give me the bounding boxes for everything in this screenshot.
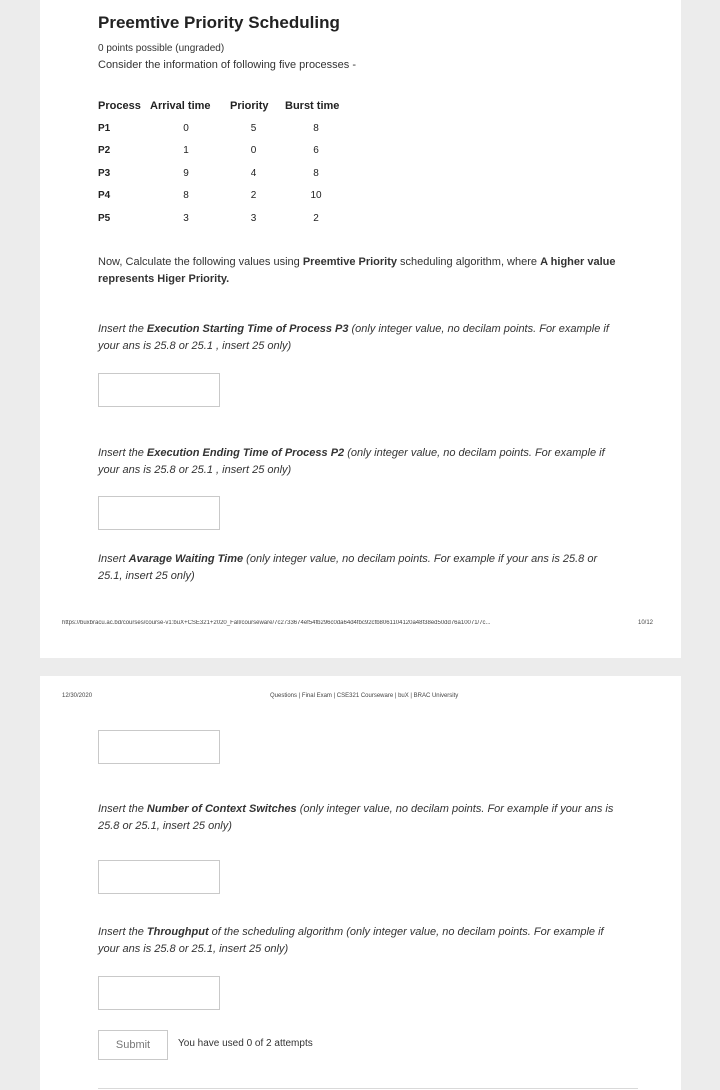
priority: 4 — [250, 167, 257, 179]
intro-text: Consider the information of following five processes - — [98, 59, 357, 71]
page-number: 10/12 — [638, 620, 654, 626]
burst-time: 2 — [313, 212, 319, 224]
arrival-time: 8 — [183, 190, 189, 202]
priority: 2 — [250, 190, 257, 202]
question-context-switches: Insert the Number of Context Switches (only integer value, no decilam points. For example if your ans is 25.8 or 25.1, insert 25 only) — [98, 803, 614, 832]
page-header-date: 12/30/2020 — [62, 693, 93, 699]
page-header-title: Questions | Final Exam | CSE321 Courseware | buX | BRAC University — [270, 693, 459, 699]
points-label: 0 points possible (ungraded) — [98, 43, 225, 54]
process-name: P2 — [98, 145, 111, 157]
process-table — [94, 95, 351, 230]
context-switches-input[interactable] — [98, 860, 220, 894]
process-name: P4 — [98, 190, 111, 202]
process-name: P1 — [98, 122, 111, 134]
burst-time: 8 — [313, 167, 319, 179]
submit-button[interactable]: Submit — [98, 1030, 168, 1060]
question-throughput: Insert the Throughput of the scheduling algorithm (only integer value, no decilam points. For example if your ans is 25.8 or 25.1, insert 25 only) — [98, 926, 604, 955]
burst-time: 8 — [313, 122, 319, 134]
arrival-time: 0 — [183, 122, 189, 134]
page-footer-url: https://buxbracu.ac.bd/courses/course-v1:buX+CSE321+2020_Fall/courseware/7c2733674ef54fb296c0da64d4fbc92cfb8061104120a48f38ed50dd76a10071/7c... — [62, 620, 491, 626]
priority: 3 — [250, 212, 257, 224]
divider — [98, 1088, 638, 1089]
question-p3-start-time: Insert the Execution Starting Time of Process P3 (only integer value, no decilam points. For example if your ans is 25.8 or 25.1 , insert 25 only) — [98, 323, 609, 352]
exam-page-1 — [40, 0, 681, 658]
priority: 0 — [250, 145, 257, 157]
attempts-text: You have used 0 of 2 attempts — [178, 1038, 313, 1049]
arrival-time: 1 — [183, 145, 189, 157]
table-row — [94, 140, 351, 163]
header-priority: Priority — [230, 100, 269, 112]
header-process: Process — [98, 100, 141, 112]
table-row — [94, 162, 351, 185]
throughput-input[interactable] — [98, 976, 220, 1010]
p2-end-time-input[interactable] — [98, 496, 220, 530]
burst-time: 10 — [310, 190, 322, 202]
header-burst: Burst time — [285, 100, 340, 112]
priority: 5 — [250, 122, 257, 134]
process-name: P5 — [98, 212, 111, 224]
table-row — [94, 185, 351, 208]
exam-page-2 — [40, 676, 681, 1090]
arrival-time: 3 — [183, 212, 189, 224]
avg-waiting-time-input[interactable] — [98, 730, 220, 764]
question-avg-waiting-time: Insert Avarage Waiting Time (only integer value, no decilam points. For example if your ans is 25.8 or 25.1, insert 25 only) — [98, 553, 598, 582]
table-header-row — [94, 95, 351, 117]
instruction-text: Now, Calculate the following values using Preemtive Priority scheduling algorithm, where A higher value represents Higer Priority. — [98, 256, 616, 285]
question-p2-end-time: Insert the Execution Ending Time of Process P2 (only integer value, no decilam points. For example if your ans is 25.8 or 25.1 , insert 25 only) — [98, 447, 605, 476]
burst-time: 6 — [313, 145, 319, 157]
process-name: P3 — [98, 167, 111, 179]
table-row — [94, 117, 351, 140]
header-arrival: Arrival time — [150, 100, 211, 112]
p3-start-time-input[interactable] — [98, 373, 220, 407]
arrival-time: 9 — [183, 167, 189, 179]
question-title: Preemtive Priority Scheduling — [98, 13, 340, 32]
table-row — [94, 207, 351, 230]
